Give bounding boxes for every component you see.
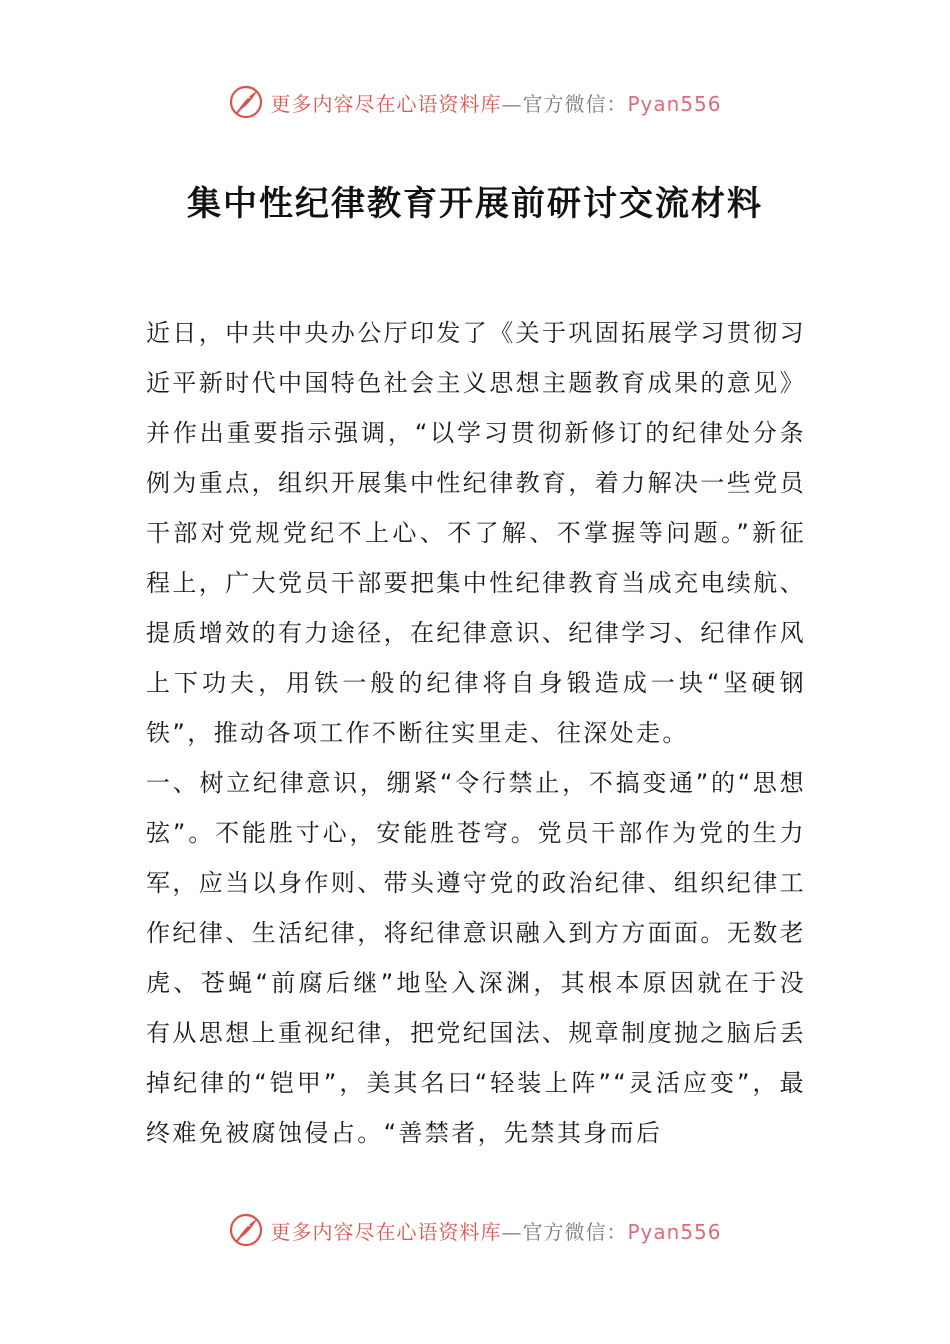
banner-text — [270, 88, 721, 117]
header-banner — [0, 82, 950, 122]
banner-official-label: 官方微信： — [522, 91, 628, 116]
footer-banner — [0, 1210, 950, 1250]
feather-pen-logo-icon — [228, 1212, 264, 1248]
paragraph-1: 近日，中共中央办公厅印发了《关于巩固拓展学习贯彻习近平新时代中国特色社会主义思想主题教育成果的意见》并作出重要指示强调，“以学习贯彻新修订的纪律处分条例为重点，组织开展集中性纪律教育，着力解决一些党员干部对党规党纪不上心、不了解、不掌握等问题。”新征程上，广大党员干部要把集中性纪律教育当成充电续航、提质增效的有力途径，在纪律意识、纪律学习、纪律作风上下功夫，用铁一般的纪律将自身锻造成一块“坚硬钢铁”，推动各项工作不断往实里走、往深处走。 — [146, 319, 806, 747]
banner-main-text: 更多内容尽在心语资料库 — [270, 91, 502, 116]
banner-wechat-id: Pyan556 — [627, 1219, 722, 1244]
banner-dash: — — [501, 91, 523, 116]
feather-pen-logo-icon — [228, 84, 264, 120]
banner-text — [270, 1216, 721, 1245]
banner-wechat-id: Pyan556 — [627, 91, 722, 116]
document-body — [146, 308, 806, 1158]
page-title: 集中性纪律教育开展前研讨交流材料 — [187, 184, 763, 224]
banner-official-label: 官方微信： — [522, 1219, 628, 1244]
paragraph-2: 一、树立纪律意识，绷紧“令行禁止，不搞变通”的“思想弦”。不能胜寸心，安能胜苍穹。党员干部作为党的生力军，应当以身作则、带头遵守党的政治纪律、组织纪律工作纪律、生活纪律，将纪律意识融入到方方面面。无数老虎、苍蝇“前腐后继”地坠入深渊，其根本原因就在于没有从思想上重视纪律，把党纪国法、规章制度抛之脑后丢掉纪律的“铠甲”，美其名曰“轻装上阵”“灵活应变”，最终难免被腐蚀侵占。“善禁者，先禁其身而后 — [146, 769, 806, 1147]
banner-main-text: 更多内容尽在心语资料库 — [270, 1219, 502, 1244]
banner-dash: — — [501, 1219, 523, 1244]
